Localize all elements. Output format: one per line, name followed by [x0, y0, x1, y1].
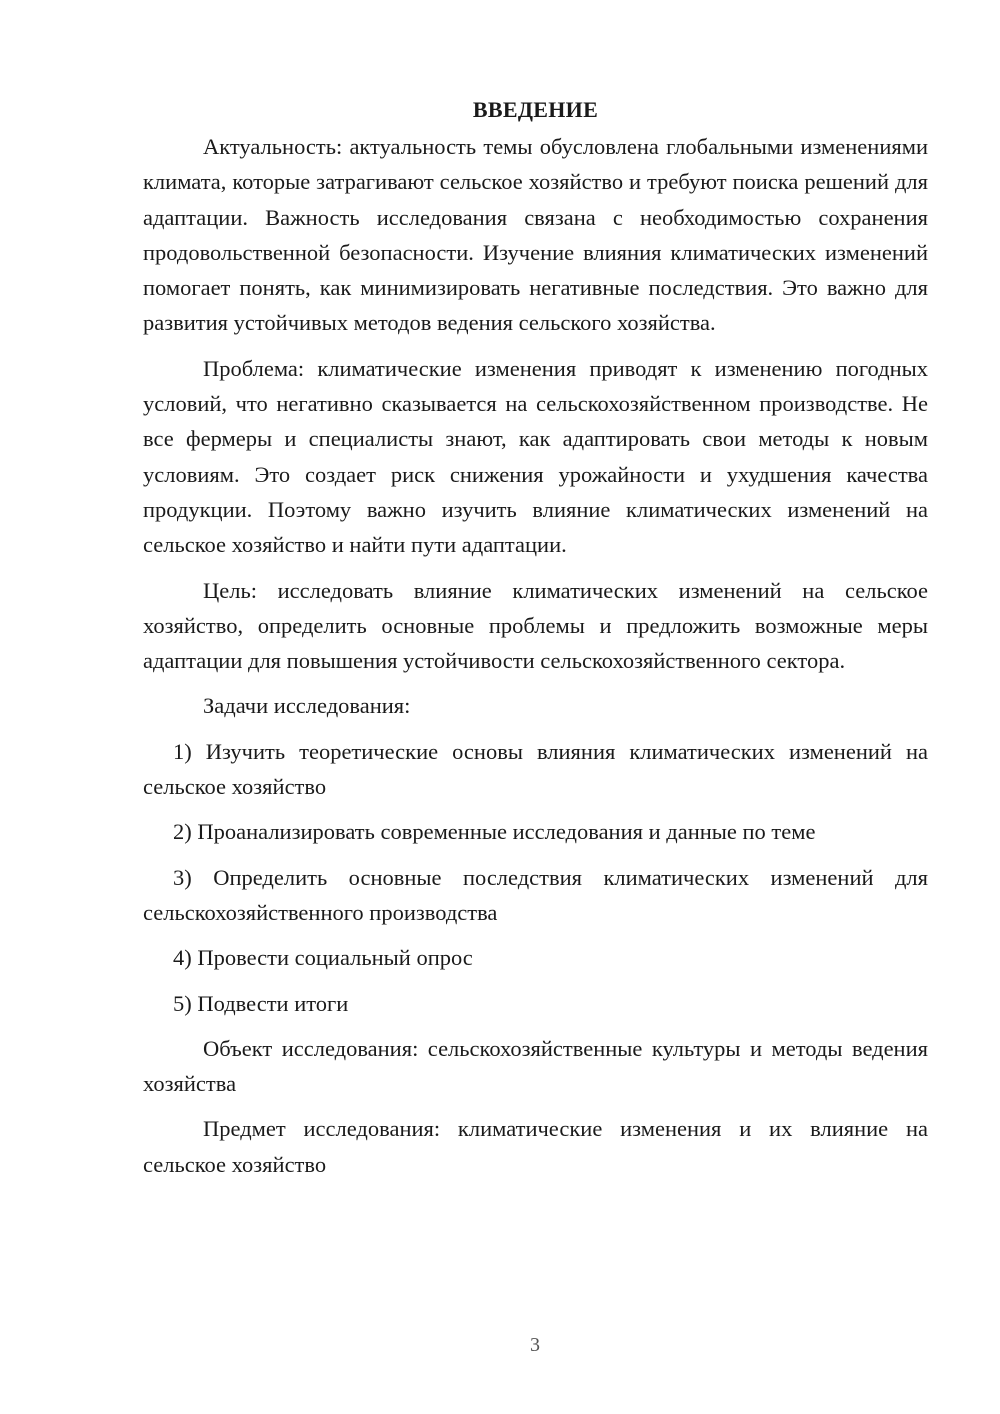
paragraph-subject: Предмет исследования: климатические изменения и их влияние на сельское хозяйство [143, 1116, 928, 1177]
page-number: 3 [530, 1334, 540, 1356]
task-item-4: 4) Провести социальный опрос [173, 945, 473, 971]
paragraph-problem: Проблема: климатические изменения приводят к изменению погодных условий, что негативно сказывается на сельскохозяйственном производстве. Не все фермеры и специалисты знают, как адаптировать свои методы к новым условиям. Это создает риск снижения урожайности и ухудшения качества продукции. Поэтому важно изучить влияние климатических изменений на сельское хозяйство и найти пути адаптации. [143, 355, 928, 558]
section-title: ВВЕДЕНИЕ [472, 97, 599, 122]
paragraph-object: Объект исследования: сельскохозяйственные культуры и методы ведения хозяйства [143, 1035, 928, 1097]
task-item-2: 2) Проанализировать современные исследования и данные по теме [173, 819, 816, 845]
document-page [143, 92, 928, 1182]
paragraph-relevance: Актуальность: актуальность темы обусловлена глобальными изменениями климата, которые затрагивают сельское хозяйство и требуют поиска решений для адаптации. Важность исследования связана с необходимостью сохранения продовольственной безопасности. Изучение влияния климатических изменений помогает понять, как минимизировать негативные последствия. Это важно для развития устойчивых методов ведения сельского хозяйства. [143, 134, 928, 336]
paragraph-goal: Цель: исследовать влияние климатических изменений на сельское хозяйство, определить основные проблемы и предложить возможные меры адаптации для повышения устойчивости сельскохозяйственного сектора. [143, 577, 928, 674]
tasks-heading: Задачи исследования: [203, 693, 411, 719]
task-item-1: 1) Изучить теоретические основы влияния климатических изменений на сельское хозяйство [143, 738, 928, 800]
task-item-5: 5) Подвести итоги [173, 990, 349, 1016]
task-item-3: 3) Определить основные последствия климатических изменений для сельскохозяйственного производства [143, 864, 928, 925]
